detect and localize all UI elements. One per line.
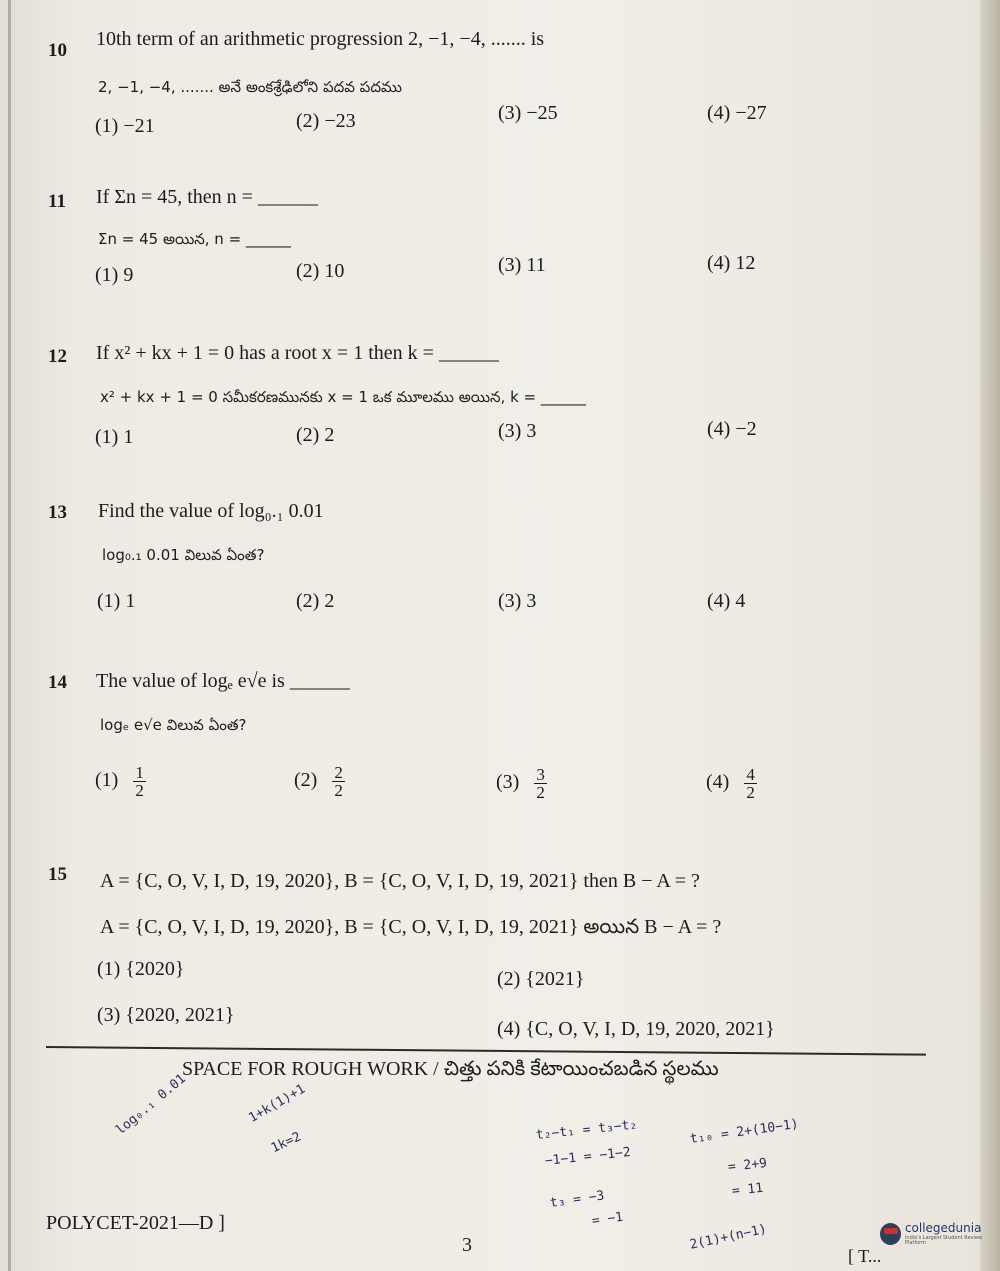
footer-exam-code: POLYCET-2021—D ] [46, 1212, 225, 1234]
handwritten-note: t₃ = −3 [548, 1188, 606, 1211]
section-divider [46, 1046, 926, 1056]
brand-tagline: India's Largest Student Review Platform [904, 1235, 983, 1246]
question-text-te: logₑ e√e విలువ ఏంత? [100, 716, 247, 734]
handwritten-note: −1−1 = −1−2 [544, 1145, 632, 1169]
question-number: 12 [48, 346, 67, 367]
brand-name: collegedunia [904, 1221, 982, 1235]
handwritten-note: 1k=2 [268, 1129, 304, 1157]
option-1: (1) 1 [97, 590, 136, 612]
option-2: (2) 2 [296, 424, 335, 446]
handwritten-note: t₁₀ = 2+(10−1) [688, 1116, 800, 1147]
option-4: (4) {C, O, V, I, D, 19, 2020, 2021} [497, 1018, 775, 1040]
question-number: 15 [48, 864, 67, 885]
rough-work-title: SPACE FOR ROUGH WORK / చిత్తు పనికి కేటాయించబడిన స్థలము [182, 1058, 719, 1080]
option-2: (2) 2 [296, 590, 335, 612]
footer-right-text: [ T... [848, 1246, 882, 1266]
question-text-te: x² + kx + 1 = 0 సమీకరణమునకు x = 1 ఒక మూలము అయిన, k = ______ [100, 388, 586, 406]
binding-margin [8, 0, 11, 1271]
option-1: (1) −21 [95, 115, 155, 137]
question-number: 10 [48, 40, 67, 61]
handwritten-note: = 11 [731, 1180, 764, 1199]
option-4: (4) $\frac{4}{2}$ [706, 765, 755, 802]
handwritten-note: t₂−t₁ = t₃−t₂ [535, 1117, 638, 1143]
option-3: (3) −25 [498, 102, 558, 124]
handwritten-note: = 2+9 [727, 1155, 768, 1175]
option-3: (3) 11 [498, 254, 546, 276]
option-4: (4) −27 [707, 102, 767, 124]
question-text-en: If x² + kx + 1 = 0 has a root x = 1 then k = ______ [96, 342, 499, 364]
option-2: (2) $\frac{2}{2}$ [294, 763, 343, 800]
page-number: 3 [462, 1234, 472, 1256]
option-4: (4) 4 [707, 590, 746, 612]
graduate-cap-icon [880, 1223, 901, 1245]
option-4: (4) −2 [707, 418, 757, 440]
question-number: 11 [48, 191, 66, 212]
question-text-te: log₀.₁ 0.01 విలువ ఏంత? [102, 546, 265, 564]
fraction: $\frac{3}{2}$ [536, 765, 545, 802]
option-3: (3) 3 [498, 420, 537, 442]
option-1: (1) 1 [95, 426, 134, 448]
handwritten-note: = −1 [590, 1209, 625, 1229]
handwritten-note: 2(1)+(n−1) [688, 1221, 769, 1253]
collegedunia-watermark [880, 1222, 1000, 1246]
option-3: (3) $\frac{3}{2}$ [496, 765, 545, 802]
fraction: $\frac{4}{2}$ [746, 765, 755, 802]
question-text-te: A = {C, O, V, I, D, 19, 2020}, B = {C, O, V, I, D, 19, 2021} అయిన B − A = ? [100, 916, 722, 938]
question-text-te: Σn = 45 అయిన, n = ______ [98, 230, 291, 248]
handwritten-note: 1+k(1)+1 [246, 1081, 308, 1126]
option-2: (2) −23 [296, 110, 356, 132]
fraction: $\frac{1}{2}$ [135, 763, 144, 800]
option-4: (4) 12 [707, 252, 756, 274]
option-2: (2) {2021} [497, 968, 585, 990]
question-text-en: If Σn = 45, then n = ______ [96, 186, 318, 208]
option-2: (2) 10 [296, 260, 345, 282]
option-1: (1) $\frac{1}{2}$ [95, 763, 144, 800]
question-text-en: 10th term of an arithmetic progression 2, −1, −4, ....... is [96, 28, 545, 50]
question-text-en: Find the value of log₀.₁ 0.01 [98, 500, 324, 522]
option-1: (1) {2020} [97, 958, 185, 980]
question-number: 14 [48, 672, 67, 693]
question-text-en: A = {C, O, V, I, D, 19, 2020}, B = {C, O, V, I, D, 19, 2021} then B − A = ? [100, 870, 700, 892]
option-3: (3) 3 [498, 590, 537, 612]
fraction: $\frac{2}{2}$ [334, 763, 343, 800]
book-spine [980, 0, 1000, 1271]
question-text-te: 2, −1, −4, ....... అనే అంకశ్రేఢిలోని పదవ పదము [98, 78, 402, 96]
question-text-en: The value of logₑ e√e is ______ [96, 670, 350, 692]
option-3: (3) {2020, 2021} [97, 1004, 235, 1026]
question-number: 13 [48, 502, 67, 523]
option-1: (1) 9 [95, 264, 134, 286]
handwritten-note: log₀.₁ 0.01 [113, 1071, 189, 1139]
